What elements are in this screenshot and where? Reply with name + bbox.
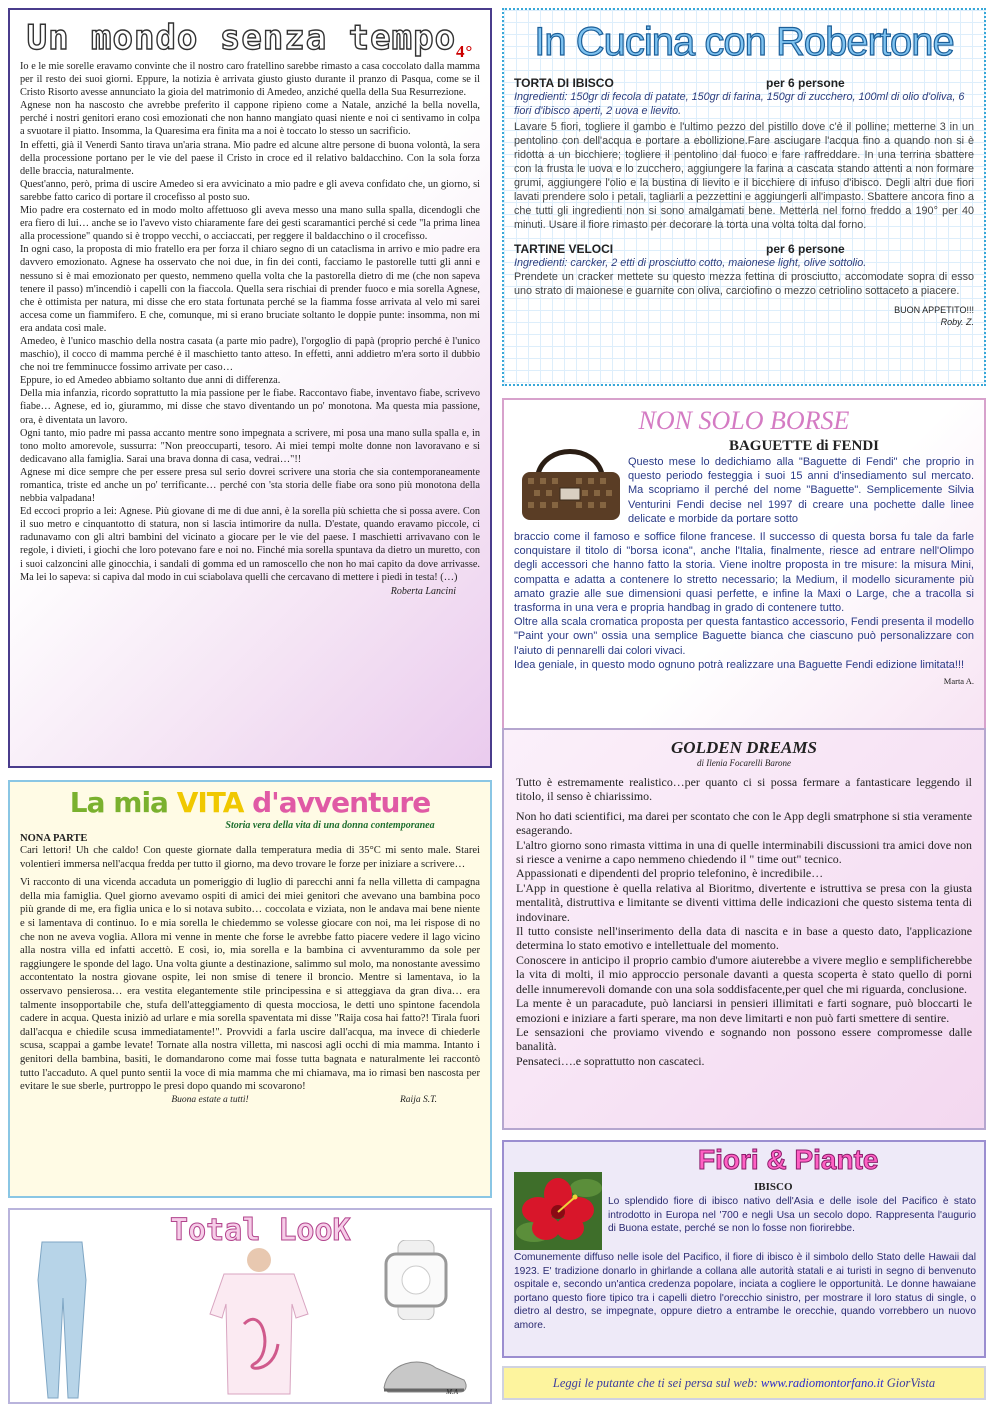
hibiscus-image bbox=[514, 1172, 602, 1250]
recipe-ingredients: Ingredienti: carcker, 2 etti di prosciutto cotto, maionese light, olive sottolio. bbox=[514, 257, 867, 269]
author-signature: Roberta Lancini bbox=[390, 585, 456, 597]
paragraph: Le sensazioni che proviamo vivendo e sognando non possono essere compromesse dalle banalità. bbox=[516, 1024, 972, 1054]
recipe-ingredients: Ingredienti: 150gr di fecola di patate, 150gr di farina, 150gr di zucchero, 100ml di olio d'oliva, 6 fiori d'ibisco aperti, 2 uova e lievito. bbox=[514, 91, 965, 117]
article-intro: Questo mese lo dedichiamo alla "Baguette di Fendi" che proprio in questo periodo festeggia i suoi 15 anni d'insediamento sul mercato. Ma scopriamo il perché del nome "Baguette". Semplicemente Silvia Venturini Fendi decise nel 1997 di creare una pochette dalle linee delicate e morbide da portare sotto bbox=[628, 456, 974, 525]
article-golden-dreams bbox=[502, 728, 986, 1130]
recipe-serves: per 6 persone bbox=[766, 76, 845, 90]
footer-suffix: GiorVista bbox=[883, 1376, 936, 1390]
author-signature: Raija S.T. bbox=[400, 1094, 438, 1105]
article-body: braccio come il famoso e soffice filone francese. Il successo di questa borsa fu tale da farle conquistare il titolo di "borsa icona", anche l'Italia, finalmente, riesce ad entrare nell'Olimpo degli accessori che hanno fatto la storia. Viene inoltre proposta in tre misure: la misura Mini, compatta e adatta a contenere lo stretto necessario; la Medium, il modello sicuramente più amato grazie alle sue dimensioni quasi perfette, e infine la Maxi o Large, che a tracolla si trasforma in una vera e propria handbag in grado di contenere tutto. Oltre alla scala cromatica proposta per questa fantastico accessorio, Fendi presenta il modello "Paint your own" ossia una semplice Baguette bianca che ciascuno può personalizzare con l'aiuto di pennarelli dai colori vivaci. Idea geniale, in questo modo ognuno potrà realizzare una Baguette Fendi edizione limitata!!! bbox=[514, 531, 974, 671]
paragraph: Tutto è estremamente realistico…per quanto ci si possa fermare a fantasticare leggendo il titolo, il senso è chiarissimo. bbox=[516, 775, 972, 804]
part-label: NONA PARTE bbox=[20, 833, 88, 844]
recipe-name: TARTINE VELOCI bbox=[514, 242, 614, 256]
paragraph: Ogni tanto, mio padre mi passa accanto mentre sono impegnata a scrivere, mi posa una mano sulla spalla e, in tono molto amorevole, sussurra: "Non preoccuparti, tesoro. Ai miei tempi molte donne non lavoravano e si dedicavano alla famiglia. Sarai una brava donna di casa, vedrai…"!! bbox=[20, 427, 480, 465]
article-byline: di Ilenia Focarelli Barone bbox=[696, 758, 792, 768]
article-title: In Cucina con Robertone bbox=[534, 20, 954, 64]
article-total-look bbox=[8, 1208, 492, 1404]
paragraph: In ogni caso, la proposta di mio fratello era per forza il chiaro segno di un cataclisma in arrivo e mio padre era davvero emozionato. Agnese ha osservato che noi due, in fin dei conti, facciamo le pastorelle tutti gli anni e nessuno si è mai emozionato per questo, nemmeno quella volta che la pastorella dietro di me (che non sapeva tenere il passo) m'incendiò i capelli con la fiaccola. Quella sera rischiai di prender fuoco e mia sorella Agnese, che è ottimista per natura, mi disse che ero stata fortunata perché se la fiamma fosse arrivata al velo mi sarei accesa come un fiammifero. E che, comunque, mi si erano bruciate soltanto le doppie punte: insomma, non mi era andata così male. bbox=[20, 244, 480, 334]
recipe-header bbox=[514, 76, 974, 90]
article-intro: Lo splendido fiore di ibisco nativo dell'Asia e delle isole del Pacifico è stato introdotto in Europa nel '700 e negli Usa un secolo dopo. Rappresenta l'augurio di Buona estate, perché se non lo fosse non fiorirebbe. bbox=[608, 1196, 976, 1235]
episode-number: 4° bbox=[456, 41, 474, 61]
paragraph: Cari lettori! Uh che caldo! Con queste giornate dalla temperatura media di 35°C mi sento male. Starei volentieri immersa nell'acqua fredda per tutto il giorno, ma devo trovare le forze per iniziare a scrivere… bbox=[20, 845, 480, 870]
article-title: Un mondo senza tempo$_{4^\circ}$ bbox=[26, 18, 474, 61]
recipe-header bbox=[514, 242, 974, 256]
paragraph: Agnese mi dice sempre che per essere presa sul serio dovrei scrivere una storia che sia contemporaneamente romantica, triste ed anche un po' terrificante… perché con 'sta storia delle fiabe ora sono più monotona della nebbia valpadana! bbox=[20, 466, 480, 505]
paragraph: Della mia infanzia, ricordo soprattutto la mia passione per le fiabe. Raccontavo fiabe, inventavo fiabe, scrivevo fiabe… Agnese, ed io, giurammo, mi disse che stavo diventando un po' monotona. Ma questa mia passione, ora, è diventata un lavoro. bbox=[20, 388, 480, 426]
paragraph: Eppure, io ed Amedeo abbiamo soltanto due anni di differenza. bbox=[20, 375, 281, 387]
paragraph: Amedeo, è l'unico maschio della nostra casata (a parte mio padre), l'orgoglio di papà (proprio perché è l'unico maschio), il cocco di mamma perché è il maschietto tanto atteso. In effetti, anni addietro m'era sorto il dubbio che noi tre femminucce fossimo arrivate per caso… bbox=[20, 335, 480, 374]
paragraph: Mio padre era costernato ed in modo molto affettuoso gli aveva messo una mano sulla spalla, dicendogli che era fiero di lui… anche se io l'avevo visto chiaramente fare dei gesti scaramantici perché si cede "la prima linea alla processione" quando si è troppo vecchi, o acciaccati, per reggere il baldacchino o il crocefisso. bbox=[20, 205, 480, 243]
article-cucina bbox=[502, 8, 986, 386]
article-subtitle: BAGUETTE di FENDI bbox=[728, 438, 880, 454]
handbag-image bbox=[516, 440, 624, 532]
watch-image bbox=[376, 1240, 456, 1320]
article-vita-avventure bbox=[8, 780, 492, 1198]
footer-banner bbox=[502, 1366, 986, 1400]
author-signature: M.A bbox=[446, 1388, 458, 1396]
article-subtitle: IBISCO bbox=[754, 1181, 793, 1193]
paragraph: La mente è un paracadute, può lanciarsi in pensieri illimitati e farti sognare, può bloccarti le emozioni e iniziare a farti sperare, ma non deve limitarti e non può farti smettere di sentire. bbox=[516, 996, 972, 1025]
paragraph: Non ho dati scientifici, ma darei per scontato che con le App degli smatrphone si stia veramente esagerando. bbox=[516, 808, 972, 838]
website-link[interactable]: www.radiomontorfano.it bbox=[760, 1376, 884, 1390]
recipe-serves: per 6 persone bbox=[766, 242, 845, 256]
paragraph: Agnese non ha nascosto che avrebbe preferito il cappone ripieno come a Natale, anziché la bella novella, perché i nostri genitori erano così emozionati che non hanno mangiato quasi niente e noi ci sentivamo in colpa a svuotare il piatto. Insomma, la Quaresima era finita ma a noi è toccato lo stesso un sacrificio. bbox=[20, 100, 480, 138]
paragraph: Appassionati e dipendenti del proprio telefonino, è incredibile… bbox=[516, 866, 824, 881]
jeans-image bbox=[32, 1240, 92, 1400]
paragraph: Pensateci….e soprattutto non cascateci. bbox=[516, 1053, 705, 1068]
paragraph: Il tutto consiste nell'inserimento della data di nascita e in base a questo dato, l'applicazione determina lo stato emotivo e intellettuale del momento. bbox=[516, 924, 972, 953]
paragraph: Io e le mie sorelle eravamo convinte che il nostro caro fratellino sarebbe rimasto a casa coccolato dalla mamma per il resto dei suoi giorni. Eppure, la notizia è arrivata giusto giusto durante il pranzo di Pasqua, come se il Cristo Risorto avesse annunciato la gioia del matrimonio di Amedeo, anziché quella della Sua Resurrezione. bbox=[20, 61, 480, 99]
paragraph: Ed eccoci proprio a lei: Agnese. Più giovane di me di due anni, è la sorella più schietta che si possa avere. Con il suo metro e cinquantotto di statura, non si lascia intimorire da nulla. D'estate, quando eravamo piccole, ci radunavamo con gli altri bambini del vicinato a giocare per le vie del paese. I maschietti arrivavano con le regole, i divieti, i giochi che loro potevano fare e noi no. Finché mia sorella spuntava da dietro un muretto, con i suoi calzoncini alle ginocchia, i sandali di gomma ed un ramoscello che non ho mai capito da dove arrivasse. Ma lei lo sapeva: si capiva dal modo in cui sciabolava quelli che cercavano di mettere i piedi in testa! (…) bbox=[20, 506, 480, 583]
recipe-method: Lavare 5 fiori, togliere il gambo e l'ultimo pezzo del pistillo dove c'è il polline; metterne 3 in un pentolino con dell'acqua e portare a ebollizione.Fare asciugare l'acqua fino a quando non si è ridotta a un bicchiere; togliere il pentolino dal fuoco e fare raffreddare. In una terrina sbattere con la frusta le uova e lo zucchero, aggiungere la farina a cascata stando attenti a non formare grumi, aggiungere l'olio e la bustina di lievito e il bicchiere di infuso d'ibisco. Degli altri due fiori lavati prendere solo i petali, tagliarli a pezzettini e aggiungerli all'impasto. Sbattere ancora fino a che tutti gli ingredienti non si sono amalgamati bene. Metterla nel forno freddo a 190° per 40 minuti. Usare il fiore rimasto per decorare la torta una volta tolta dal forno. bbox=[514, 121, 974, 231]
article-title: NON SOLO BORSE bbox=[638, 406, 850, 435]
paragraph: L'App in questione è quella relativa al Bioritmo, divertente e istruttiva se presa con la giusta mentalità, distruttiva e limitante se diventi vittima delle indicazioni che questo sistema tenta di indovinare. bbox=[516, 880, 972, 924]
recipe-name: TORTA DI IBISCO bbox=[514, 76, 614, 90]
paragraph: L'altro giorno sono rimasta vittima in una di quelle interminabili discussioni tra amici dove non si riesce a venirne a capo nemmeno chiedendo il " time out" tecnico. bbox=[516, 837, 972, 867]
paragraph: Vi racconto di una vicenda accaduta un pomeriggio di luglio di parecchi anni fa nella villetta di campagna della mia famiglia. Quel giorno avevamo ospiti di amici dei miei genitori che avevano una bambina poco più grande di me, era figlia unica e lo si notava subito… coccolata e viziata, non le andava mai bene niente e si lamentava di continuo. Io e mia sorella le chiedemmo se volesse giocare con noi, ma lei rispose di no che non ne aveva voglia. Allora mi venne in mente che forse le avrebbe fatto piacere vedere il lago vicino alla nostra villa ed infatti accettò. E così, io, mia sorella e la bambina ci avventurammo da sole per raggiungere le sponde del lago. Una volta giunte a destinazione, salimmo sul molo, ma nonostante avessimo accontentato la nostra giovane ospite, lei non smise di tenere il broncio. Mentre si lamentava, io la osservavo pensierosa… era vestita elegantemente stile principessina e si atteggiava da gran diva… era talmente insopportabile che, stufa dell'atteggiamento di questa mocciosa, le detti uno spintone facendola cadere in acqua. Questa iniziò ad urlare e mia sorella spaventata mi disse "Raija cosa hai fatto?! Tirala fuori dall'acqua e chiedile scusa immediatamente!". Provvidi a farla uscire dall'acqua, ma invece di chiederle scusa, scappai a gambe levate! Tornate alla nostra villetta, mi nascosi agli occhi di mia mamma. Intanto i genitori della bambina, basiti, le domandarono come mai fosse tutta bagnata e naturalmente lei raccontò tutto l'accaduto. A quel punto sentii la voce di mia mamma che mi chiamava, ma io rimasi ben nascosta per evitare le sue sberle, purtroppo le presi dopo quando mi scovarono! bbox=[20, 877, 480, 1093]
article-non-solo-borse bbox=[502, 398, 986, 744]
closing-signature: BUON APPETITO!!! Roby. Z. bbox=[894, 305, 974, 327]
closing-greeting: Buona estate a tutti! bbox=[171, 1094, 249, 1105]
footer-text: Leggi le putante che ti sei persa sul web: bbox=[552, 1376, 761, 1390]
article-un-mondo-senza-tempo bbox=[8, 8, 492, 768]
article-title: Total LooK bbox=[170, 1213, 351, 1248]
blouse-image bbox=[204, 1244, 314, 1400]
article-fiori-piante bbox=[502, 1140, 986, 1358]
paragraph: Quest'anno, però, prima di uscire Amedeo si era avvicinato a mio padre e gli aveva confidato che, un giorno, si sarebbe fatto carico di portare il crocefisso al posto suo. bbox=[20, 178, 480, 203]
article-title: GOLDEN DREAMS bbox=[671, 738, 817, 757]
article-body: Comunemente diffuso nelle isole del Pacifico, il fiore di ibisco è il simbolo dello Stato delle Hawaii dal 1923. E' tradizione donarlo in ghirlande a collana alle autorità statali e ai turisti in segno di benvenuto ospitale e, secondo un'antica credenza popolare, inciata a cogliere le opportunità. Le donne hawaiane portano questo fiore tipico tra i capelli dietro l'orecchio sinistro, per mostrare il loro status di single, o dietro al destro, se impegnate, oppure dietro a entrambe le orecchie, quando vorrebbero un nuovo amore. bbox=[514, 1252, 976, 1331]
article-tagline: Storia vera della vita di una donna contemporanea bbox=[225, 820, 435, 831]
recipe-method: Prendete un cracker mettete su questo mezza fettina di prosciutto, accomodate sopra di esso uno strato di maionese e guarnite con oliva, carciofino o mezzo cetriolino sottaceto a piacere. bbox=[514, 271, 974, 297]
article-title: Fiori & Piante bbox=[698, 1144, 879, 1175]
paragraph: Conoscere in anticipo il proprio cambio d'umore aiuterebbe a vivere meglio e semplificherebbe la vita di molti, il mio approccio personale davanti a questa scoperta è stato quello di porni delle innumerevoli domande con una sola soddisfacente,per quel che mi riguarda, conclusione. bbox=[516, 952, 972, 996]
paragraph: In effetti, già il Venerdì Santo tirava un'aria strana. Mio padre ed alcune altre persone di buona volontà, la sera della processione portano per le vie del paese il Cristo in croce ed il relativo baldacchino. Con la sola forza delle braccia, naturalmente. bbox=[20, 139, 480, 177]
article-title: La mia VITA d'avventure bbox=[69, 786, 431, 819]
closing-row bbox=[20, 1095, 480, 1105]
author-signature: Marta A. bbox=[943, 676, 974, 687]
